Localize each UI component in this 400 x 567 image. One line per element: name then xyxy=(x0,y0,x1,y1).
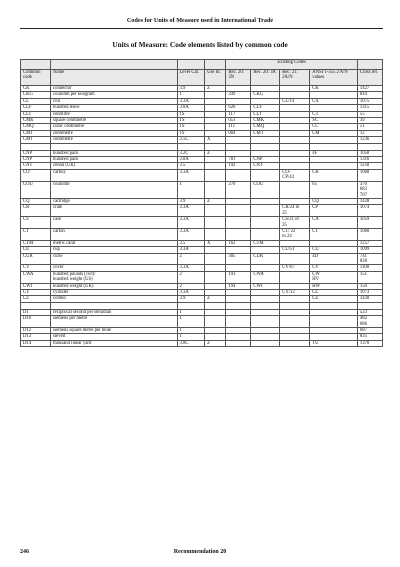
cell-name: coil xyxy=(51,98,177,104)
col-name: Name xyxy=(51,70,177,86)
cell-common-code: CQ xyxy=(21,198,51,204)
cell-cross-ref: 51 xyxy=(357,124,382,130)
cell-rec20-3n: 192 xyxy=(226,163,251,169)
cell-ansi: CL xyxy=(310,290,358,296)
cell-cross-ref: 39 xyxy=(357,118,382,124)
cell-ansi: CK xyxy=(310,86,358,92)
cell-common-code: CY xyxy=(21,290,51,296)
existing-codes-header: Existing Codes xyxy=(226,60,358,70)
header-blank xyxy=(51,60,177,70)
spacer-cell xyxy=(21,143,51,150)
page-number: 246 xyxy=(20,549,29,555)
cell-common-code: CK xyxy=(21,86,51,92)
cell-name: sievert xyxy=(51,334,177,340)
cell-cross-ref: 1316 xyxy=(357,157,382,163)
cell-ansi: CU xyxy=(310,247,358,253)
page-title: Units of Measure: Code elements listed by common code xyxy=(112,40,288,49)
cell-use xyxy=(205,253,226,265)
cell-name: hundred pack xyxy=(51,150,177,156)
cell-rec20-3a: CLF xyxy=(251,105,280,111)
cell-rec20-3a: CUR xyxy=(251,253,280,265)
codes-table xyxy=(20,59,383,347)
cell-use: X xyxy=(205,240,226,246)
cell-use: Z xyxy=(205,340,226,346)
cell-cross-ref: 12 xyxy=(357,130,382,136)
cell-ansi: CW HV xyxy=(310,271,358,283)
cell-rec20-3a: CWA xyxy=(251,271,280,283)
cell-name: carton xyxy=(51,228,177,240)
header-row-top xyxy=(21,60,383,70)
cell-level: 3.8C xyxy=(177,340,205,346)
cell-common-code: CMQ xyxy=(21,124,51,130)
cell-level: 3.5 xyxy=(177,240,205,246)
cell-ansi: CV xyxy=(310,265,358,271)
cell-name: metric carat xyxy=(51,240,177,246)
cell-rec20-3n: 305 xyxy=(226,253,251,265)
cell-cross-ref: 1074 xyxy=(357,205,382,217)
cell-common-code: CNT xyxy=(21,163,51,169)
cell-rec20-3n: 162 xyxy=(226,240,251,246)
cell-use xyxy=(205,316,226,328)
cell-ansi: CP xyxy=(310,205,358,217)
table-row xyxy=(21,205,383,217)
cell-rec20-3a: CTM xyxy=(251,240,280,246)
cell-rec20-3a: CMT xyxy=(251,130,280,136)
col-rec20-3n: Rec. 20: 3N xyxy=(226,70,251,86)
table-body xyxy=(21,86,383,347)
cell-common-code: CT xyxy=(21,228,51,240)
cell-common-code: CNP xyxy=(21,150,51,156)
cell-common-code: CR xyxy=(21,205,51,217)
cell-name: hundred pack xyxy=(51,157,177,163)
cell-name: cubic centimetre xyxy=(51,124,177,130)
cell-rec20-3a: CMK xyxy=(251,118,280,124)
cell-cross-ref: 844 xyxy=(357,92,382,98)
cell-cross-ref: 741 828 xyxy=(357,253,382,265)
cell-cross-ref: 150 xyxy=(357,283,382,289)
cell-rec20-3n xyxy=(226,340,251,346)
cell-cross-ref: 1427 xyxy=(357,86,382,92)
cell-rec20-3a: COU xyxy=(251,181,280,198)
cell-rec20-3n xyxy=(226,205,251,217)
cell-cross-ref: 1258 xyxy=(357,163,382,169)
cell-common-code: CUR xyxy=(21,253,51,265)
cell-level: 3.3A xyxy=(177,169,205,181)
cell-common-code: CZ xyxy=(21,296,51,302)
cell-rec20-3n: 626 xyxy=(226,105,251,111)
cell-common-code: CKG xyxy=(21,92,51,98)
cell-ansi: CX xyxy=(310,98,358,104)
cell-common-code: D13 xyxy=(21,334,51,340)
cell-use: Z xyxy=(205,296,226,302)
cell-rec21: CT/ 22 to 24 xyxy=(280,228,310,240)
cell-ansi: 4F xyxy=(310,150,358,156)
cell-rec21: CL/14 xyxy=(280,98,310,104)
cell-level: 1S xyxy=(177,124,205,130)
cell-cross-ref: 1068 xyxy=(357,169,382,181)
cell-name: centilitre xyxy=(51,111,177,117)
cell-name: cover xyxy=(51,265,177,271)
cell-rec20-3n: 004 xyxy=(226,130,251,136)
cell-use: X xyxy=(205,137,226,143)
cell-common-code: CMT xyxy=(21,130,51,136)
cell-use xyxy=(205,205,226,217)
cell-ansi: CQ xyxy=(310,198,358,204)
cell-level: 3.3A xyxy=(177,205,205,217)
table-row xyxy=(21,228,383,240)
table-row xyxy=(21,217,383,229)
cell-name: hundred weight (UK) xyxy=(51,283,177,289)
cell-rec20-3n: 111 xyxy=(226,124,251,130)
cell-use: Z xyxy=(205,198,226,204)
cell-common-code: CL xyxy=(21,98,51,104)
header-blank xyxy=(21,60,51,70)
cell-cross-ref: 1100 xyxy=(357,265,382,271)
cell-common-code: D10 xyxy=(21,316,51,328)
cell-common-code: CTM xyxy=(21,240,51,246)
cell-cross-ref: 523 xyxy=(357,309,382,315)
cell-common-code: CLT xyxy=(21,111,51,117)
cell-ansi: HW xyxy=(310,283,358,289)
cell-cross-ref: 1075 xyxy=(357,98,382,104)
cell-rec20-3a: CWI xyxy=(251,283,280,289)
codes-table-container xyxy=(20,59,383,539)
header-rule xyxy=(20,28,383,29)
cell-cross-ref: 1099 xyxy=(357,247,382,253)
cell-use xyxy=(205,169,226,181)
cell-name: centimetre xyxy=(51,130,177,136)
cell-rec21: CV/67 xyxy=(280,265,310,271)
cell-level: 1S xyxy=(177,130,205,136)
cell-ansi: 65 xyxy=(310,181,358,198)
cell-use: Z xyxy=(205,86,226,92)
cell-name: siemens square metre per mole xyxy=(51,328,177,334)
cell-rec20-3a xyxy=(251,228,280,240)
cell-name: hundred pounds (cwt)/ hundred weight (US) xyxy=(51,271,177,283)
cell-name: cental (UK) xyxy=(51,163,177,169)
cell-common-code: CS xyxy=(21,217,51,229)
spacer-cell xyxy=(205,302,226,309)
cell-level: 3.3A xyxy=(177,265,205,271)
cell-common-code: D12 xyxy=(21,328,51,334)
cell-name: connector xyxy=(51,86,177,92)
cell-ansi: SC xyxy=(310,118,358,124)
table-row xyxy=(21,253,383,265)
spacer-cell xyxy=(177,143,205,150)
footer-title: Recommendation 20 xyxy=(173,549,227,555)
spacer-cell xyxy=(21,302,51,309)
cell-name: siemens per metre xyxy=(51,316,177,328)
spacer-cell xyxy=(51,143,177,150)
cell-name: crate xyxy=(51,205,177,217)
cell-rec20-3a: CNT xyxy=(251,163,280,169)
cell-name: carboy xyxy=(51,169,177,181)
cell-level: 3.3A xyxy=(177,217,205,229)
cell-rec20-3n: 117 xyxy=(226,111,251,117)
cell-level: 1 xyxy=(177,181,205,198)
cell-rec20-3a: CMQ xyxy=(251,124,280,130)
cell-name: coulomb per kilogram xyxy=(51,92,177,98)
cell-rec20-3n: 270 xyxy=(226,181,251,198)
cell-rec20-3n xyxy=(226,228,251,240)
cell-rec20-3a xyxy=(251,316,280,328)
cell-ansi: 4D xyxy=(310,253,358,265)
spacer-cell xyxy=(280,302,310,309)
cell-cross-ref: 1430 xyxy=(357,296,382,302)
cell-common-code: D1 xyxy=(21,309,51,315)
spacer-cell xyxy=(251,302,280,309)
cell-cross-ref: 1050 xyxy=(357,150,382,156)
cell-rec21: CO- CP/43 xyxy=(280,169,310,181)
cell-level: 3.8A xyxy=(177,105,205,111)
cell-rec21: CR/24 to 25 xyxy=(280,205,310,217)
cell-use xyxy=(205,181,226,198)
cell-name: curie xyxy=(51,253,177,265)
cell-ansi: CC xyxy=(310,124,358,130)
cell-rec21 xyxy=(280,271,310,283)
cell-level: 3.3A xyxy=(177,98,205,104)
cell-cross-ref: 482 686 xyxy=(357,316,382,328)
header-blank xyxy=(177,60,205,70)
spacer-cell xyxy=(51,302,177,309)
cell-level: 3.2C xyxy=(177,150,205,156)
cell-rec21 xyxy=(280,181,310,198)
cell-common-code: CO xyxy=(21,169,51,181)
cell-level: 3.8A xyxy=(177,157,205,163)
cell-rec21: CY/12 xyxy=(280,290,310,296)
spacer-cell xyxy=(177,302,205,309)
col-rec21: Rec. 21: 2A/N xyxy=(280,70,310,86)
cell-name: thousand linear yard xyxy=(51,340,177,346)
cell-cross-ref: 1059 xyxy=(357,217,382,229)
col-cross-ref: Cross ref. xyxy=(357,70,382,86)
cell-name: centimetre xyxy=(51,137,177,143)
cell-use xyxy=(205,217,226,229)
cell-rec20-3n: 781 xyxy=(226,157,251,163)
cell-cross-ref: 1060 xyxy=(357,228,382,240)
cell-rec20-3a: CNP xyxy=(251,157,280,163)
cell-cross-ref: 370 683 707 xyxy=(357,181,382,198)
cell-cross-ref: 835 xyxy=(357,334,382,340)
cell-rec20-3n xyxy=(226,169,251,181)
col-use: Use Id. xyxy=(205,70,226,86)
group-spacer xyxy=(21,302,383,309)
cell-rec20-3a xyxy=(251,340,280,346)
cell-use xyxy=(205,228,226,240)
cell-rec20-3a: CKG xyxy=(251,92,280,98)
cell-cross-ref: 1370 xyxy=(357,340,382,346)
cell-rec20-3n xyxy=(226,217,251,229)
cell-common-code: CLF xyxy=(21,105,51,111)
cell-rec20-3n: 349 xyxy=(226,92,251,98)
table-row xyxy=(21,340,383,346)
cell-level: 1S xyxy=(177,118,205,124)
cell-level: 3.3A xyxy=(177,228,205,240)
table-row xyxy=(21,169,383,181)
cell-level: 1 xyxy=(177,334,205,340)
cell-name: square centimetre xyxy=(51,118,177,124)
cell-common-code: CU xyxy=(21,247,51,253)
cell-cross-ref: 1257 xyxy=(357,240,382,246)
col-level: Level Cat. xyxy=(177,70,205,86)
cell-cross-ref: 55 xyxy=(357,111,382,117)
spacer-cell xyxy=(226,302,251,309)
cell-rec20-3n: 193 xyxy=(226,271,251,283)
cell-level: 3.9 xyxy=(177,86,205,92)
cell-rec20-3a xyxy=(251,205,280,217)
table-row xyxy=(21,181,383,198)
cell-rec20-3n: 051 xyxy=(226,118,251,124)
cell-level: 2 xyxy=(177,253,205,265)
header-blank xyxy=(357,60,382,70)
spacer-cell xyxy=(310,302,358,309)
cell-name: cylinder xyxy=(51,290,177,296)
cell-rec20-3a xyxy=(251,217,280,229)
cell-level: 2 xyxy=(177,271,205,283)
cell-level: 1 xyxy=(177,309,205,315)
header-row xyxy=(21,70,383,86)
cell-ansi xyxy=(310,316,358,328)
cell-ansi: CA xyxy=(310,217,358,229)
table-row xyxy=(21,271,383,283)
cell-common-code: CNP xyxy=(21,157,51,163)
table-row xyxy=(21,316,383,328)
cell-cross-ref: 1428 xyxy=(357,198,382,204)
spacer-cell xyxy=(251,143,280,150)
cell-name: case xyxy=(51,217,177,229)
cell-name: cartridge xyxy=(51,198,177,204)
cell-ansi: CT xyxy=(310,228,358,240)
cell-level: 2 xyxy=(177,283,205,289)
cell-rec20-3a xyxy=(251,169,280,181)
cell-cross-ref: 687 xyxy=(357,328,382,334)
cell-ansi: CZ xyxy=(310,296,358,302)
cell-rec20-3n: 194 xyxy=(226,283,251,289)
spacer-cell xyxy=(280,143,310,150)
header-blank xyxy=(205,60,226,70)
cell-common-code: COU xyxy=(21,181,51,198)
cell-level: 1S xyxy=(177,111,205,117)
cell-level: 1 xyxy=(177,316,205,328)
spacer-cell xyxy=(226,143,251,150)
cell-use: Z xyxy=(205,150,226,156)
cell-cross-ref: 1315 xyxy=(357,105,382,111)
cell-cross-ref: 1073 xyxy=(357,290,382,296)
cell-level: 3.5C xyxy=(177,137,205,143)
cell-ansi: TU xyxy=(310,340,358,346)
cell-level: 3.9 xyxy=(177,198,205,204)
cell-level: 3.3A xyxy=(177,290,205,296)
cell-rec21 xyxy=(280,340,310,346)
spacer-cell xyxy=(310,143,358,150)
cell-common-code: CMT xyxy=(21,137,51,143)
spacer-cell xyxy=(205,143,226,150)
group-spacer xyxy=(21,143,383,150)
cell-use xyxy=(205,271,226,283)
spacer-cell xyxy=(357,143,382,150)
cell-rec20-3n xyxy=(226,316,251,328)
spacer-cell xyxy=(357,302,382,309)
cell-rec20-3a: CLT xyxy=(251,111,280,117)
cell-name: hundred leave xyxy=(51,105,177,111)
col-rec20-3a: Rec. 20: 3A xyxy=(251,70,280,86)
cell-level: 3.3A xyxy=(177,247,205,253)
cell-ansi: C3 xyxy=(310,111,358,117)
cell-cross-ref: 151 xyxy=(357,271,382,283)
cell-name: combo xyxy=(51,296,177,302)
cell-common-code: CMK xyxy=(21,118,51,124)
cell-common-code: CV xyxy=(21,265,51,271)
cell-rec21: CS/21 or 25 xyxy=(280,217,310,229)
cell-name: cup xyxy=(51,247,177,253)
cell-ansi: CM xyxy=(310,130,358,136)
cell-common-code: CWA xyxy=(21,271,51,283)
cell-level: 1 xyxy=(177,328,205,334)
cell-rec21: CU/51 xyxy=(280,247,310,253)
cell-level: 3.5 xyxy=(177,163,205,169)
cell-ansi: CB xyxy=(310,169,358,181)
cell-rec21 xyxy=(280,316,310,328)
cell-name: reciprocal second per steradian xyxy=(51,309,177,315)
cell-level: 1 xyxy=(177,92,205,98)
cell-cross-ref: 1236 xyxy=(357,137,382,143)
cell-name: coulomb xyxy=(51,181,177,198)
cell-common-code: CWI xyxy=(21,283,51,289)
col-common-code: Common code xyxy=(21,70,51,86)
running-header: Codes for Units of Measure used in International Trade xyxy=(126,17,274,24)
cell-common-code: D14 xyxy=(21,340,51,346)
col-ansi: ANSI T-355 2 A/N values xyxy=(310,70,358,86)
cell-rec21 xyxy=(280,253,310,265)
cell-level: 3.9 xyxy=(177,296,205,302)
